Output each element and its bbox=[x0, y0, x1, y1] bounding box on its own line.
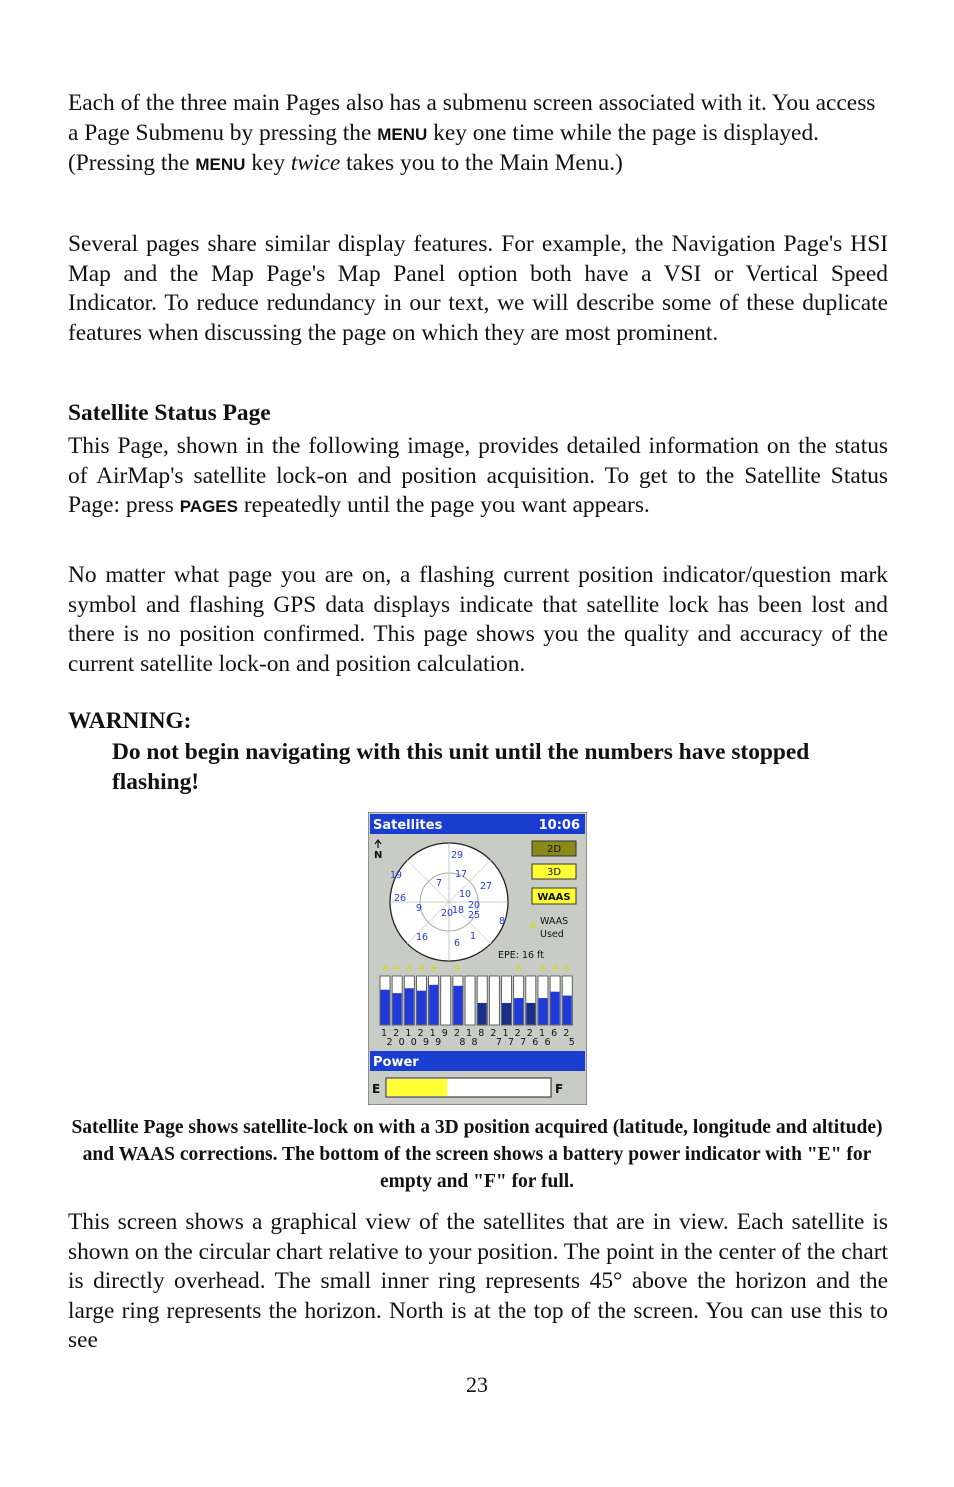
sky-satellite-label: 26 bbox=[394, 893, 407, 904]
satellite-id-digit: 0 bbox=[398, 1037, 405, 1048]
sky-satellite-label: 19 bbox=[390, 870, 403, 881]
sky-satellite-label: 20 bbox=[441, 908, 454, 919]
sky-satellite-label: 1 bbox=[470, 931, 477, 942]
signal-bar-fill bbox=[429, 985, 438, 1025]
satellite-id-digit: 2 bbox=[490, 1028, 497, 1039]
waas-star-icon: * bbox=[382, 963, 388, 977]
satellite-id-digit: 2 bbox=[563, 1028, 570, 1039]
satellite-id-digit: 1 bbox=[502, 1028, 509, 1039]
sky-satellite-label: 8 bbox=[499, 916, 506, 927]
satellite-id-digit: 1 bbox=[381, 1028, 388, 1039]
waas-used-label: WAAS bbox=[540, 916, 569, 927]
signal-bar-fill bbox=[502, 1003, 511, 1025]
sky-satellite-label: 9 bbox=[416, 903, 423, 914]
satellite-id-digit: 1 bbox=[466, 1028, 473, 1039]
satellite-id-digit: 2 bbox=[526, 1028, 533, 1039]
intro-paragraph bbox=[68, 89, 888, 180]
signal-bar-frame bbox=[441, 976, 451, 1025]
waas-used-label: Used bbox=[540, 929, 564, 940]
satellite-id-digit: 2 bbox=[417, 1028, 424, 1039]
satellite-id-digit: 2 bbox=[386, 1037, 393, 1048]
text-run: repeatedly until the page you want appears. bbox=[238, 492, 650, 519]
page-number: 23 bbox=[466, 1372, 488, 1397]
flashing-indicator-paragraph: No matter what page you are on, a flashing current position indicator/question mark symbol and flashing GPS data displays indicate that satellite lock has been lost and there is no position confirmed. This page shows you the quality and accuracy of the current satellite lock-on and position calculation. bbox=[68, 562, 888, 677]
satellite-id-digit: 9 bbox=[435, 1037, 442, 1048]
signal-bar-fill bbox=[381, 990, 390, 1025]
text-run: Each of the three main Pages also has a submenu screen associated with it. You access a Page Submenu by pressing the bbox=[68, 90, 876, 146]
sky-satellite-label: 10 bbox=[459, 889, 472, 900]
signal-bar-fill bbox=[478, 1003, 487, 1025]
sky-satellite-label: 20 bbox=[468, 900, 481, 911]
warning-label: WARNING: bbox=[68, 708, 192, 734]
satellite-id-digit: 6 bbox=[544, 1037, 551, 1048]
fix-2d-label: 2D bbox=[546, 844, 562, 855]
satellite-id-digit: 8 bbox=[471, 1037, 478, 1048]
sky-satellite-label: 18 bbox=[452, 905, 465, 916]
signal-bar-fill bbox=[538, 998, 547, 1024]
text-run: takes you to the Main Menu.) bbox=[340, 150, 623, 177]
satellite-id-digit: 2 bbox=[393, 1028, 400, 1039]
satellite-id-digit: 7 bbox=[520, 1037, 527, 1048]
shared-features-paragraph: Several pages share similar display features. For example, the Navigation Page's HSI Map and the Map Page's Map Panel option both have a VSI or Vertical Speed Indicator. To reduce redundancy in our text, we will describe some of these duplicate features when discussing the page on which they are most prominent. bbox=[68, 231, 888, 346]
waas-star-icon: * bbox=[430, 963, 437, 977]
satellite-id-digit: 9 bbox=[441, 1028, 448, 1039]
satellite-id-digit: 6 bbox=[532, 1037, 539, 1048]
text-run: This Page, shown in the following image, provides detailed information on the status of AirMap's satellite lock-on and position acquisition. To get to the Satellite Status Page: press bbox=[68, 433, 888, 519]
signal-bar-fill bbox=[417, 991, 426, 1025]
power-full-label: F bbox=[555, 1082, 564, 1096]
satellite-id-digit: 1 bbox=[405, 1028, 412, 1039]
signal-bar-frame bbox=[489, 976, 499, 1025]
signal-bar-fill bbox=[405, 988, 414, 1024]
satellite-id-digit: 8 bbox=[459, 1037, 466, 1048]
waas-star-icon: * bbox=[515, 963, 522, 977]
menu-key-label: MENU bbox=[195, 155, 246, 175]
signal-bar-frame bbox=[465, 976, 475, 1025]
sky-satellite-label: 7 bbox=[436, 878, 443, 889]
satellite-id-digit: 2 bbox=[514, 1028, 521, 1039]
satellite-page-paragraph bbox=[68, 432, 888, 522]
power-title: Power bbox=[373, 1055, 419, 1070]
figure-caption: Satellite Page shows satellite-lock on with a 3D position acquired (latitude, longitude and altitude) and WAAS corrections. The bottom of the screen shows a battery power indicator with "E" for empty and "F" for full. bbox=[71, 1117, 883, 1192]
sky-satellite-label: 29 bbox=[451, 850, 464, 861]
section-heading: Satellite Status Page bbox=[68, 400, 271, 426]
waas-star-icon: * bbox=[564, 963, 571, 977]
satellite-id-digit: 6 bbox=[551, 1028, 558, 1039]
waas-star-icon: * bbox=[552, 963, 559, 977]
signal-bar-fill bbox=[393, 993, 402, 1024]
satellite-id-digit: 5 bbox=[568, 1037, 575, 1048]
screen-title: Satellites bbox=[373, 818, 443, 833]
signal-bar-fill bbox=[514, 998, 523, 1024]
text-run: key one time while the page is displayed. (Pressing the bbox=[68, 119, 819, 177]
waas-star-icon: * bbox=[394, 963, 401, 977]
sky-satellite-label: 6 bbox=[454, 938, 461, 949]
sky-satellite-label: 17 bbox=[455, 869, 468, 880]
satellite-id-digit: 1 bbox=[429, 1028, 436, 1039]
signal-bar-fill bbox=[563, 996, 572, 1025]
signal-bar-fill bbox=[453, 986, 462, 1025]
satellite-id-digit: 7 bbox=[508, 1037, 515, 1048]
waas-star-icon: * bbox=[406, 963, 413, 977]
satellite-id-digit: 2 bbox=[453, 1028, 460, 1039]
sky-satellite-label: 16 bbox=[416, 932, 429, 943]
signal-bar-fill bbox=[551, 992, 560, 1025]
waas-star-icon: * bbox=[454, 963, 461, 977]
waas-used-star-icon: * bbox=[529, 921, 537, 937]
warning-text: Do not begin navigating with this unit until the numbers have stopped flashing! bbox=[112, 739, 810, 795]
waas-star-icon: * bbox=[418, 963, 425, 977]
signal-bar-fill bbox=[526, 1003, 535, 1025]
pages-key-label: PAGES bbox=[179, 497, 238, 517]
text-run: key bbox=[245, 150, 291, 177]
sky-satellite-label: 25 bbox=[468, 910, 481, 921]
satellite-id-digit: 0 bbox=[410, 1037, 417, 1048]
fix-3d-label: 3D bbox=[546, 867, 562, 878]
satellite-id-digit: 8 bbox=[478, 1028, 485, 1039]
menu-key-label: MENU bbox=[377, 124, 428, 144]
sky-plot bbox=[390, 843, 508, 961]
power-empty-label: E bbox=[372, 1082, 381, 1096]
sky-chart-paragraph: This screen shows a graphical view of the satellites that are in view. Each satellite is shown on the circular chart relative to your position. The point in the center of the chart is directly overhead. The small inner ring represents 45° above the horizon and the large ring represents the horizon. North is at the top of the screen. You can use this to see bbox=[68, 1209, 888, 1354]
waas-label: WAAS bbox=[537, 892, 571, 903]
clock-time: 10:06 bbox=[538, 818, 580, 833]
satellite-id-digit: 1 bbox=[538, 1028, 545, 1039]
emphasis-text: twice bbox=[290, 150, 341, 177]
satellite-id-digit: 9 bbox=[422, 1037, 429, 1048]
north-label: N bbox=[374, 850, 383, 861]
waas-star-icon: * bbox=[539, 963, 546, 977]
satellite-id-digit: 7 bbox=[495, 1037, 502, 1048]
power-gauge-fill bbox=[387, 1079, 447, 1096]
epe-readout: EPE: 16 ft bbox=[498, 950, 544, 961]
sky-satellite-label: 27 bbox=[480, 881, 493, 892]
satellite-status-screenshot bbox=[368, 812, 587, 1105]
